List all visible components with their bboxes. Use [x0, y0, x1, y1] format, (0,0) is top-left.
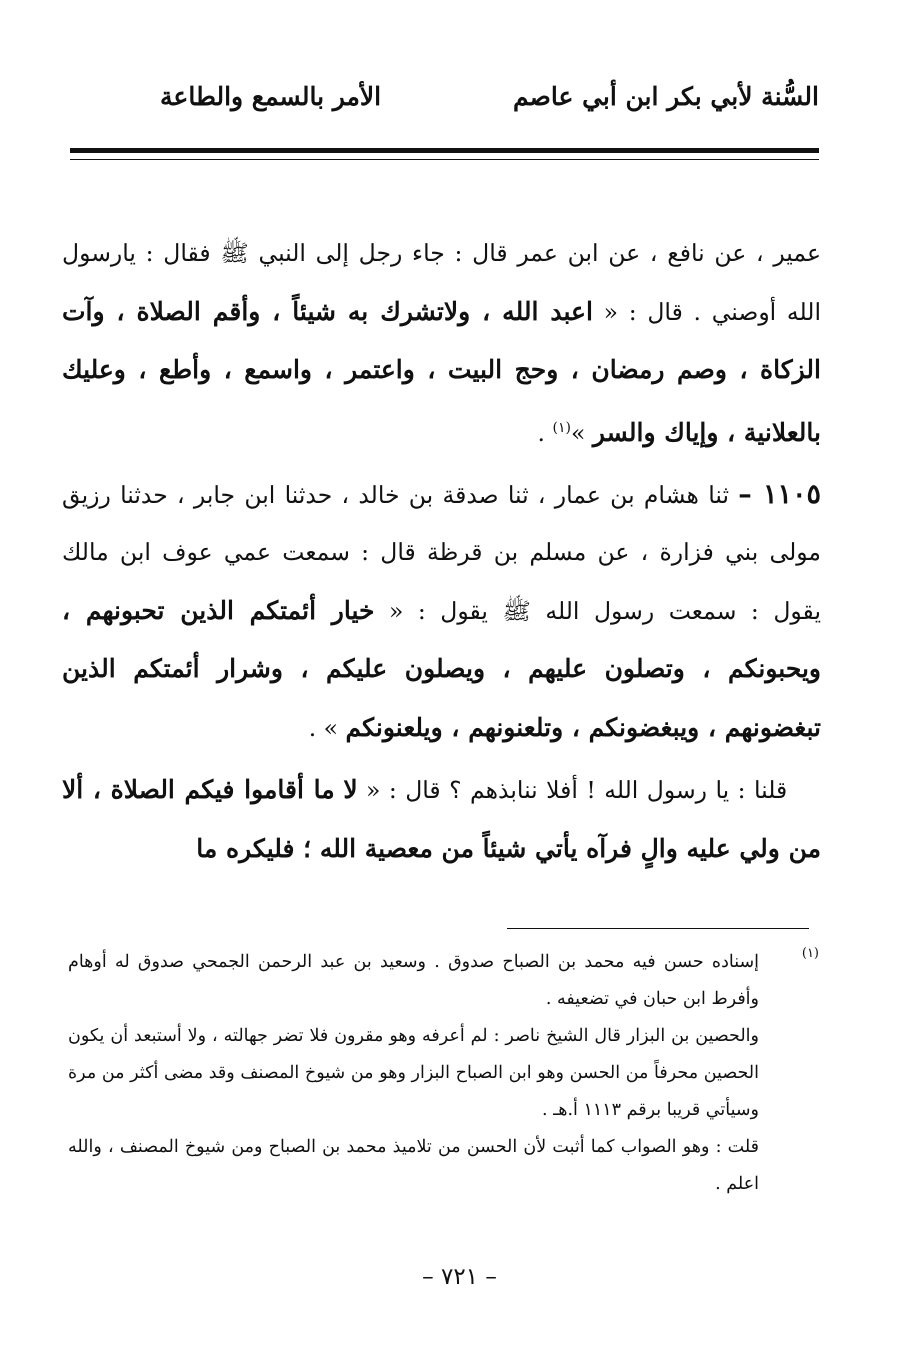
footnote-marker: (١) — [801, 946, 819, 961]
paragraph-1 — [62, 225, 821, 462]
header-rule-thin — [70, 159, 819, 160]
paragraph-2 — [62, 466, 821, 758]
running-header — [70, 82, 819, 122]
closing-quote: » . — [308, 713, 346, 742]
footnote-separator — [507, 928, 809, 929]
period: . — [537, 418, 553, 447]
hadith-text: لا ما أقاموا فيكم الصلاة ، ألا من ولي عليه والٍ فرآه يأتي شيئاً من معصية الله ؛ فليكره ما — [62, 775, 821, 863]
narration-text: عمير ، عن نافع ، عن ابن عمر قال : جاء رجل إلى النبي ﷺ فقال : يارسول الله أوصني . قال : « — [62, 239, 821, 326]
narration-text: قلنا : يا رسول الله ! أفلا ننابذهم ؟ قال : « — [357, 776, 788, 805]
footnotes — [68, 944, 759, 1203]
header-rule-thick — [70, 148, 819, 153]
paragraph-3 — [62, 761, 821, 878]
footnote-ref: (١) — [552, 419, 571, 436]
page-number: – ٧٢١ – — [422, 1264, 497, 1290]
narration-text: ثنا هشام بن عمار ، ثنا صدقة بن خالد ، حدثنا ابن جابر ، حدثنا رزيق مولى بني فزارة ، عن مسلم بن قرظة قال : سمعت عمي عوف ابن مالك يقول : سمعت رسول الله ﷺ يقول : « — [62, 480, 821, 625]
hadith-text: اعبد الله ، ولاتشرك به شيئاً ، وأقم الصلاة ، وآت الزكاة ، وصم رمضان ، وحج البيت ، واعتمر ، واسمع ، وأطع ، وعليك بالعلانية ، وإياك والسر — [62, 296, 821, 447]
book-title: السُّنة لأبي بكر ابن أبي عاصم — [512, 82, 819, 111]
hadith-text: خيار أئمتكم الذين تحبونهم ، ويحبونكم ، وتصلون عليهم ، ويصلون عليكم ، وشرار أئمتكم الذين تبغضونهم ، ويبغضونكم ، وتلعنونهم ، ويلعنونكم — [62, 595, 821, 742]
footnote-line: إسناده حسن فيه محمد بن الصباح صدوق . وسعيد بن عبد الرحمن الجمحي صدوق له أوهام وأفرط ابن حبان في تضعيفه . — [68, 952, 759, 1009]
footnote-line: قلت : وهو الصواب كما أثبت لأن الحسن من تلاميذ محمد بن الصباح ومن شيوخ المصنف ، والله اعلم . — [68, 1137, 759, 1194]
closing-quote: » — [570, 418, 593, 447]
chapter-title: الأمر بالسمع والطاعة — [160, 82, 382, 111]
footnote-line: والحصين بن البزار قال الشيخ ناصر : لم أعرفه وهو مقرون فلا تضر جهالته ، ولا أستبعد أن يكون الحصين محرفاً من الحسن وهو ابن الصباح البزار وهو من شيوخ المصنف وقد مضى أكثر من مرة وسيأتي قريبا برقم ١١١٣ أ.هـ . — [68, 1026, 759, 1120]
main-text — [62, 225, 821, 878]
hadith-number: ١١٠٥ – — [738, 478, 821, 510]
